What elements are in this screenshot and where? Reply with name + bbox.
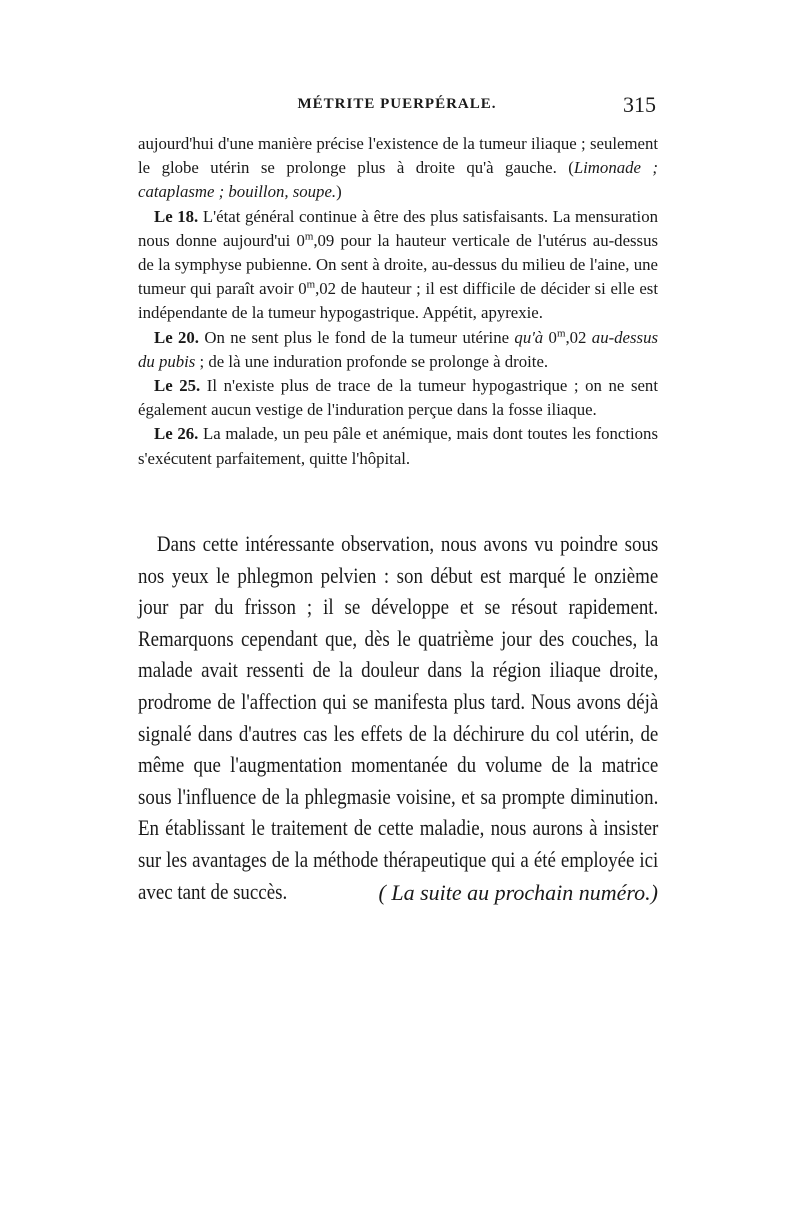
text-run: Il n'existe plus de trace de la tumeur hypogastrique ; on ne sent également aucun vestige de l'induration perçue dans la fosse iliaque.	[138, 376, 658, 420]
page-number: 315	[623, 92, 656, 117]
commentary-paragraph: Dans cette intéressante observation, nous avons vu poindre sous nos yeux le phlegmon pelvien : son début est marqué le onzième jour par du frisson ; il se développe et se résout rapidement. Remarquons cependant que, dès le quatrième jour des couches, la malade avait ressenti de la douleur dans la région iliaque droite, prodrome de l'affection qui se manifesta plus tard. Nous avons déjà signalé dans d'autres cas les effets de la déchirure du col utérin, de même que l'augmentation momentanée du volume de la matrice sous l'influence de la phlegmasie voisine, et sa prompte diminution. En établissant le traitement de cette maladie, nous aurons à insister sur les avantages de la méthode thérapeutique qui a été employée ici avec tant de succès.	[138, 531, 659, 904]
text-run: La malade, un peu pâle et anémique, mais dont toutes les fonctions s'exécutent parfaitement, quitte l'hôpital.	[138, 424, 658, 468]
text-run: L'état général continue à être des plus satisfaisants. La mensuration nous donne aujourd'ui 0	[138, 206, 658, 250]
text-run: ,02 de hauteur ; il est difficile de décider si elle est indépendante de la tumeur hypogastrique. Appétit, apyrexie.	[138, 279, 658, 323]
commentary	[138, 528, 658, 907]
text-run: aujourd'hui d'une manière précise l'existence de la tumeur iliaque ; seulement le globe utérin se prolonge plus à droite qu'à gauche. (	[138, 134, 658, 178]
text-run: ,02	[565, 327, 592, 347]
unit-superscript: m	[306, 278, 316, 291]
italic-text: Limonade ; cataplasme ; bouillon, soupe.	[138, 158, 658, 202]
case-note-paragraph	[138, 422, 658, 470]
text-run: )	[336, 182, 342, 202]
entry-date: Le 25.	[154, 376, 201, 396]
italic-text: qu'à	[514, 327, 544, 347]
text-run: 0	[543, 327, 557, 347]
text-run: ,09 pour la hauteur verticale de l'utérus au-dessus de la symphyse pubienne. On sent à droite, au-dessus du milieu de l'aine, une tumeur qui paraît avoir 0	[138, 230, 659, 299]
case-notes	[138, 132, 658, 471]
entry-date: Le 18.	[154, 206, 199, 226]
case-note-paragraph	[138, 374, 658, 422]
page-header	[138, 92, 656, 122]
italic-text: au-dessus du pubis	[138, 327, 658, 371]
case-note-paragraph	[138, 132, 658, 205]
case-note-paragraph	[138, 326, 658, 374]
unit-superscript: m	[556, 327, 566, 340]
unit-superscript: m	[304, 230, 314, 243]
entry-date: Le 26.	[154, 424, 199, 444]
entry-date: Le 20.	[154, 327, 199, 347]
case-note-paragraph	[138, 205, 658, 326]
text-run: On ne sent plus le fond de la tumeur utérine	[199, 327, 515, 347]
continuation-note: ( La suite au prochain numéro.)	[378, 880, 658, 905]
text-run: ; de là une induration profonde se prolonge à droite.	[195, 351, 549, 371]
running-title: MÉTRITE PUERPÉRALE.	[297, 96, 497, 112]
